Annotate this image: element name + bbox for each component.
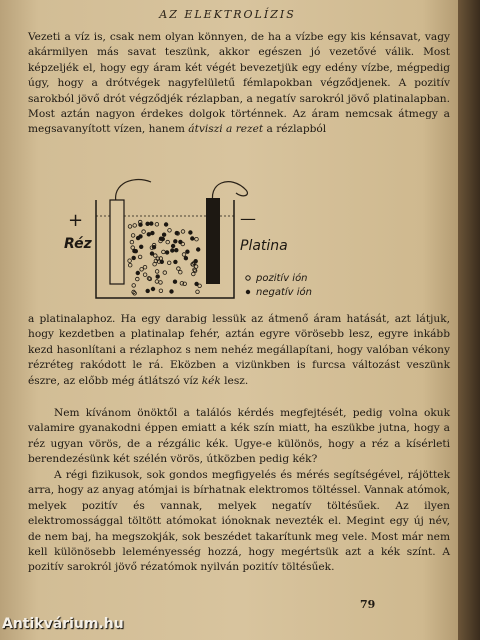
paragraph-1-end: a rézlapból	[266, 123, 327, 136]
negative-ion	[132, 256, 136, 260]
positive-ion	[142, 230, 146, 234]
negative-ion	[139, 235, 143, 239]
positive-ion	[195, 237, 199, 241]
positive-ion	[143, 273, 147, 277]
paragraph-2	[28, 312, 450, 389]
paragraph-2-text: a platinalaphoz. Ha egy darabig lessük az átmenő áram hatását, azt látjuk, hogy kezdetben a platinalap fehér, aztán egyre vörösebb lesz, egyre inkább kezd hasonlítani a rézlaphoz s nem nehéz megállapítani, hogy valóban vékony rézréteg rakódott le rá. Eközben a vizünkben is furcsa változást veszünk észre, az előbb még átlátszó víz	[28, 313, 450, 387]
paragraph-4: A régi fizikusok, sok gondos megfigyelés és mérés segítségével, rájöttek arra, hogy az anyag atómjai is bírhatnak elektromos töltéssel. Vannak atómok, melyek pozitív és vannak, melyek negatív töltésűek. Az ilyen elektromossággal töltött atómokat iónoknak nevezték el. Megint egy új név, de nem baj, ha megszokják, sok beszédet takarítunk meg vele. Most már nem kell különösebb leleményesség hozzá, hogy megértsük azt a kék színt. A pozitív sarokról jövő rézatómok nyilván pozitív töltésűek.	[28, 469, 450, 574]
positive-ion	[138, 255, 142, 259]
positive-ion	[182, 253, 186, 257]
positive-ion	[154, 254, 158, 258]
plus-sign: +	[68, 210, 84, 231]
paragraph-1-text: Vezeti a víz is, csak nem olyan könnyen, de ha a vízbe egy kis kénsavat, vagy akármilyen más savat teszünk, akkor egészen jó vezetővé válik. Most képzeljék el, hogy egy áram két végét bevezetjük egy edény vízbe, mégpedig úgy, hogy a drótvégek nagyfelületű fémlapokban végződjenek. A pozitív sarokból jövő drót végződjék rézlapban, a negatív sarokról jövő platinalapban. Most aztán nagyon érdekes dolgok történnek. Az áram nemcsak átmegy a megsavanyított vízen, hanem	[28, 31, 450, 136]
negative-ion	[136, 271, 140, 275]
negative-ion	[174, 240, 178, 244]
positive-ion	[159, 281, 163, 285]
positive-ion	[162, 250, 166, 254]
positive-ion	[133, 224, 137, 228]
negative-ion	[196, 248, 200, 252]
positive-ion	[136, 277, 140, 281]
positive-ion	[155, 280, 159, 284]
negative-ion	[151, 287, 155, 291]
positive-ion	[155, 223, 159, 227]
positive-ion	[128, 225, 132, 229]
negative-ion	[191, 237, 195, 241]
negative-ion	[134, 249, 138, 253]
positive-ion	[163, 271, 167, 275]
book-spine	[458, 0, 480, 640]
positive-ion	[128, 263, 132, 267]
positive-ion	[131, 234, 135, 238]
negative-ion	[171, 249, 175, 253]
ion-cloud	[128, 220, 202, 295]
negative-ion	[146, 289, 150, 293]
page-number: 79	[360, 598, 376, 611]
positive-ion	[159, 289, 163, 293]
platinum-plate	[206, 198, 220, 284]
positive-ion	[198, 284, 202, 288]
negative-ion	[150, 222, 154, 226]
paragraph-2-end: lesz.	[224, 374, 249, 387]
negative-ion	[164, 223, 168, 227]
page-header: AZ ELEKTROLÍZIS	[159, 8, 296, 21]
copper-label: Réz	[64, 236, 92, 252]
negative-ion	[175, 231, 179, 235]
negative-ion	[174, 260, 178, 264]
positive-ion	[179, 270, 183, 274]
negative-ion	[171, 244, 175, 248]
negative-ion	[184, 256, 188, 260]
paragraph-1-emphasis: átviszi a rezet	[188, 123, 264, 136]
watermark: Antikvárium.hu	[2, 616, 124, 632]
positive-ion	[196, 290, 200, 294]
negative-ion	[160, 260, 164, 264]
negative-ion	[151, 231, 155, 235]
negative-ion	[156, 275, 160, 279]
negative-ion	[147, 233, 151, 237]
negative-ion	[175, 248, 179, 252]
negative-ion	[139, 245, 143, 249]
negative-ion	[179, 240, 183, 244]
positive-ion	[130, 240, 134, 244]
paragraph-3: Nem kívánom önöktől a találós kérdés megfejtését, pedig volna okuk valamire gyanakodni éppen emiatt a kék szín miatt, ha eszükbe jutna, hogy a réz ugyan vörös, de a rézgálic kék. Ugye-e különös, hogy a réz a kísérleti berendezésünk két szélén vörös, útközben pedig kék?	[28, 407, 450, 466]
paragraph-2-emphasis: kék	[201, 374, 221, 387]
negative-ion	[146, 222, 150, 226]
negative-ion	[186, 250, 190, 254]
negative-ion	[161, 237, 165, 241]
positive-ion	[194, 265, 198, 269]
positive-ion	[177, 267, 181, 271]
positive-ion	[128, 259, 132, 263]
positive-ion	[168, 229, 172, 233]
positive-ion	[181, 230, 185, 234]
minus-sign: —	[240, 209, 256, 228]
legend-negative-marker	[246, 290, 250, 294]
positive-ion	[192, 272, 196, 276]
platinum-label: Platina	[240, 238, 288, 254]
negative-ion	[189, 231, 193, 235]
negative-ion	[170, 290, 174, 294]
negative-ion	[162, 233, 166, 237]
negative-ion	[165, 251, 169, 255]
legend-positive-label: pozitív ión	[256, 273, 308, 284]
legend-positive-marker	[246, 276, 250, 280]
positive-ion	[166, 240, 170, 244]
paragraph-1	[28, 30, 450, 138]
positive-ion	[143, 265, 147, 269]
legend-negative-label: negatív ión	[256, 287, 312, 298]
positive-ion	[140, 268, 144, 272]
positive-ion	[155, 270, 159, 274]
positive-ion	[132, 284, 136, 288]
negative-ion	[173, 280, 177, 284]
positive-ion	[167, 261, 171, 265]
electrolysis-figure	[56, 178, 356, 310]
copper-plate	[110, 200, 124, 284]
